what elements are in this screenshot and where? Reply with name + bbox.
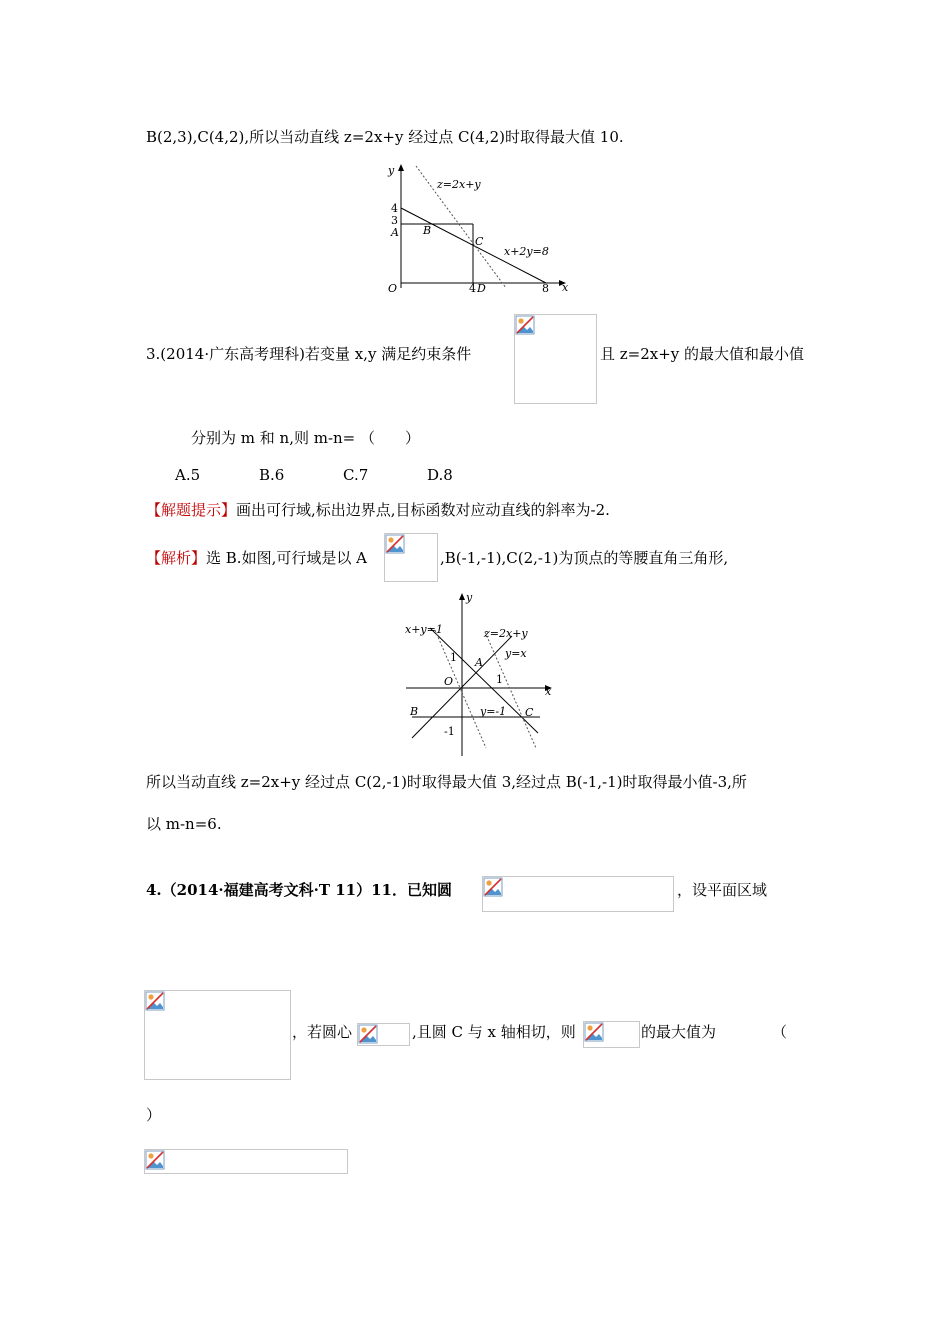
q3-option-c: C.7 xyxy=(343,466,369,484)
broken-image-icon xyxy=(145,1150,165,1170)
figure-2-y-tick-1: 1 xyxy=(450,651,457,664)
figure-1-point-c: C xyxy=(475,235,484,248)
q4-stem-b: ，设平面区域 xyxy=(677,881,768,899)
q4-stem-c: ，若圆心 xyxy=(292,1023,353,1041)
figure-2-sum-line-label: x+y=1 xyxy=(405,623,443,636)
broken-image-icon xyxy=(358,1024,378,1044)
q4-options-image xyxy=(144,1149,348,1174)
broken-image-icon xyxy=(483,877,503,897)
hint-text: 画出可行域,标出边界点,目标函数对应动直线的斜率为-2. xyxy=(236,501,610,519)
q3-option-d: D.8 xyxy=(427,466,453,484)
figure-1-z-label: z=2x+y xyxy=(437,178,481,191)
q4-paren-open: （ xyxy=(772,1023,788,1041)
figure-2-point-a: A xyxy=(475,656,483,669)
q4-stem-e: 的最大值为 xyxy=(641,1023,717,1041)
figure-1-x-tick-8: 8 xyxy=(542,282,549,295)
q3-option-b: B.6 xyxy=(259,466,285,484)
figure-1-origin: O xyxy=(388,282,398,295)
figure-1-point-a: A xyxy=(391,226,399,239)
q4-center-image xyxy=(357,1023,410,1046)
q3-stem-b: 且 z=2x+y 的最大值和最小值 xyxy=(600,345,805,363)
figure-2-graph xyxy=(400,588,560,758)
line-1: B(2,3),C(4,2),所以当动直线 z=2x+y 经过点 C(4,2)时取得最大值 10. xyxy=(146,128,624,146)
hint-line xyxy=(146,500,610,520)
figure-2-point-c: C xyxy=(525,706,534,719)
q3-option-a: A.5 xyxy=(175,466,201,484)
figure-1-x-label: x xyxy=(562,281,569,294)
broken-image-icon xyxy=(584,1022,604,1042)
conclusion-a: 所以当动直线 z=2x+y 经过点 C(2,-1)时取得最大值 3,经过点 B(-1,-1)时取得最小值-3,所 xyxy=(146,773,747,791)
q3-stem-a: 3.(2014·广东高考理科)若变量 x,y 满足约束条件 xyxy=(146,345,472,363)
figure-1-tick-3: 3 xyxy=(391,214,398,227)
figure-2-x-label: x xyxy=(545,685,552,698)
figure-1-point-b: B xyxy=(423,224,432,237)
q4-expression-image xyxy=(583,1021,640,1048)
q3-stem-c: 分别为 m 和 n,则 m-n= （ ） xyxy=(191,429,421,447)
figure-2-point-b: B xyxy=(410,705,419,718)
conclusion-b: 以 m-n=6. xyxy=(146,815,222,833)
q4-stem-d: ,且圆 C 与 x 轴相切，则 xyxy=(412,1023,576,1041)
broken-image-icon xyxy=(145,991,165,1011)
solution-text-b: ,B(-1,-1),C(2,-1)为顶点的等腰直角三角形, xyxy=(440,549,729,567)
solution-line xyxy=(146,548,367,568)
figure-2-y-tick-m1: -1 xyxy=(444,725,455,738)
solution-text-a: 选 B.如图,可行域是以 A xyxy=(206,549,367,567)
figure-1-point-d: D xyxy=(477,282,486,295)
broken-image-icon xyxy=(385,534,405,554)
figure-2-yx-label: y=x xyxy=(505,647,527,660)
figure-1-x-tick-4: 4 xyxy=(469,282,476,295)
figure-2-x-tick-1: 1 xyxy=(496,673,503,686)
figure-1-y-label: y xyxy=(388,164,395,177)
figure-2-y-label: y xyxy=(466,591,473,604)
figure-1-graph xyxy=(380,160,580,300)
figure-1-constraint-label: x+2y=8 xyxy=(504,245,549,258)
solution-tag: 【解析】 xyxy=(146,549,207,567)
q3-constraint-image xyxy=(514,314,597,404)
hint-tag: 【解题提示】 xyxy=(146,501,237,519)
q4-region-image xyxy=(144,990,291,1080)
broken-image-icon xyxy=(515,315,535,335)
solution-point-a-image xyxy=(384,533,438,582)
q4-stem-a: 4.（2014·福建高考文科·T 11）11．已知圆 xyxy=(146,881,452,899)
q4-circle-equation-image xyxy=(482,876,674,912)
q4-paren-close: ） xyxy=(146,1106,162,1124)
figure-1-tick-4: 4 xyxy=(391,202,398,215)
figure-2-origin: O xyxy=(444,675,454,688)
figure-2-ym1-label: y=-1 xyxy=(480,705,507,718)
figure-2-z-label: z=2x+y xyxy=(484,627,528,640)
